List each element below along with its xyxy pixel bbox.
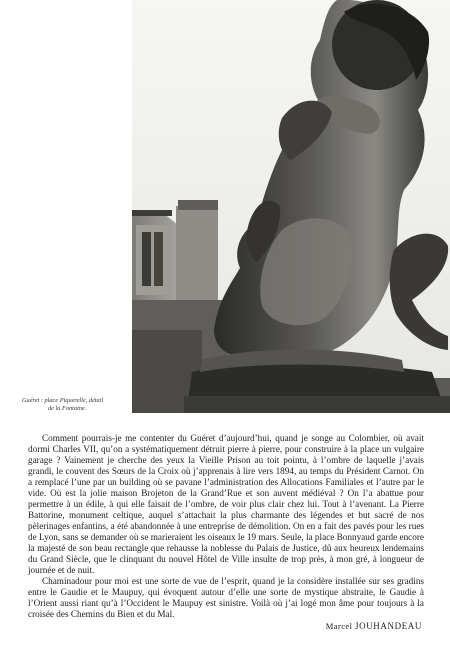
- paragraph-2: Chaminadour pour moi est une sorte de vue de l’esprit, quand je la considère installée sur ses gradins entre le Gaudie et le Maupuy, qui évoquent autour d’elle une sorte de mystique abstraite, le Gaudie à l’Orient aussi riant qu’à l’Occident le Maupuy est sinistre. Voilà où j’ai logé mon âme pour toujours à la croisée des Chemins du Bien et du Mal.: [28, 576, 424, 619]
- caption-line-2: de la Fontaine.: [48, 404, 87, 412]
- paragraph-1: Comment pourrais-je me contenter du Guéret d’aujourd’hui, quand je songe au Colombier, où avait dormi Charles VII, qu’on a systématiquement détruit pierre à pierre, pour construire à la place un vulgaire garage ? Vainement je cherche des yeux la Vieille Prison au toit pointu, à l’ombre de laquelle j’avais grandi, le couvent des Sœurs de la Croix où j’apprenais à lire vers 1894, au temps du Président Carnot. On a remplacé l’une par un building où se pavane l’administration des Allocations Familiales et l’autre par le vide. Où est la jolie maison Brojeton de la Grand’Rue et son auvent médiéval ? On l’a abattue pour permettre à un édile, à qui elle faisait de l’ombre, de voir plus clair chez lui. Tout à l’avenant. La Pierre Battorine, monument celtique, auquel s’attachait la plus charmante des légendes et but sacré de nos pèlerinages enfantins, a été abandonnée à une entreprise de démolition. On en a fait des pavés pour les rues de Lyon, sans se demander où se marieraient les oiseaux le 19 mars. Seule, la place Bonnyaud garde encore la majesté de son beau rectangle que rehausse la noblesse du Palais de Justice, dû aux heureux lendemains du Grand Siècle, que le clinquant du nouvel Hôtel de Ville insulte de trop près, à mon gré, à longueur de journée et de nuit.: [28, 433, 424, 575]
- author-signature: [326, 621, 422, 631]
- fountain-photograph: [132, 0, 450, 413]
- caption-line-1: Guéret : place Piquerelle, détail: [22, 397, 104, 404]
- figure-caption: [22, 397, 130, 412]
- author-first-name: Marcel: [325, 621, 353, 631]
- body-text: [28, 433, 424, 620]
- author-last-name: JOUHANDEAU: [355, 621, 422, 631]
- fountain-statue-image: [132, 0, 450, 413]
